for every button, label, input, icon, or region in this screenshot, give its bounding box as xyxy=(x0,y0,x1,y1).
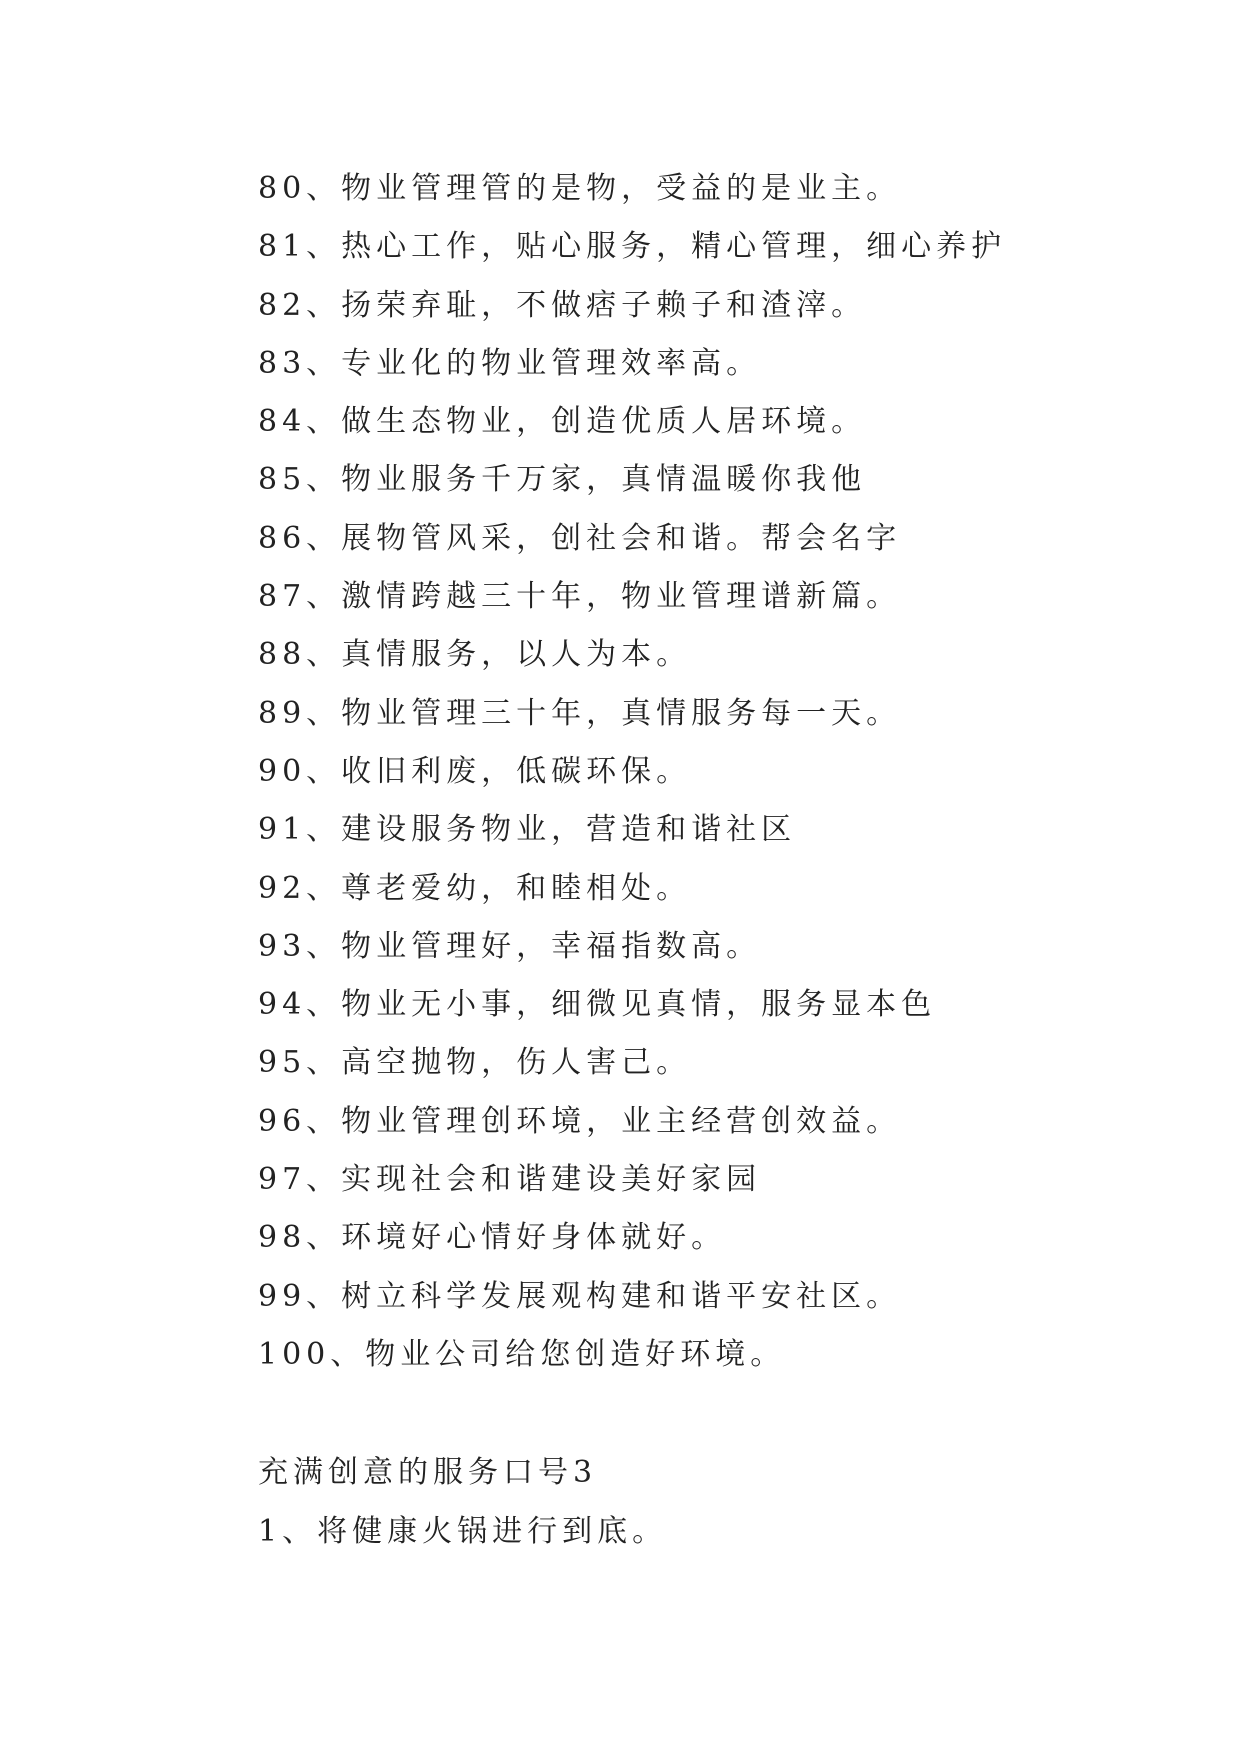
slogan-line: 100、物业公司给您创造好环境。 xyxy=(258,1336,786,1372)
slogan-line: 95、高空抛物，伤人害己。 xyxy=(258,1045,692,1081)
slogan-line: 86、展物管风采，创社会和谐。帮会名字 xyxy=(258,520,902,556)
section-item: 1、将健康火锅进行到底。 xyxy=(258,1513,668,1549)
slogan-line: 93、物业管理好，幸福指数高。 xyxy=(258,928,762,964)
section-spacer xyxy=(258,1384,1158,1444)
slogan-line: 92、尊老爱幼，和睦相处。 xyxy=(258,870,692,906)
slogan-line: 81、热心工作，贴心服务，精心管理，细心养护 xyxy=(258,229,1007,265)
slogan-line: 80、物业管理管的是物，受益的是业主。 xyxy=(258,171,902,206)
slogan-line: 90、收旧利废，低碳环保。 xyxy=(258,753,692,789)
slogan-line: 99、树立科学发展观构建和谐平安社区。 xyxy=(258,1278,902,1314)
slogan-line: 89、物业管理三十年，真情服务每一天。 xyxy=(258,695,902,731)
slogan-line: 82、扬荣弃耻，不做痞子赖子和渣滓。 xyxy=(258,287,867,323)
slogan-line: 96、物业管理创环境，业主经营创效益。 xyxy=(258,1103,902,1139)
slogan-line: 91、建设服务物业，营造和谐社区 xyxy=(258,812,797,848)
slogan-line: 97、实现社会和谐建设美好家园 xyxy=(258,1162,762,1198)
section-title: 充满创意的服务口号3 xyxy=(258,1455,598,1491)
slogan-line: 84、做生态物业，创造优质人居环境。 xyxy=(258,404,867,440)
slogan-line: 83、专业化的物业管理效率高。 xyxy=(258,345,762,381)
slogan-line: 94、物业无小事，细微见真情，服务显本色 xyxy=(258,987,937,1023)
slogan-line: 85、物业服务千万家，真情温暖你我他 xyxy=(258,462,867,498)
slogan-line: 88、真情服务，以人为本。 xyxy=(258,637,692,673)
slogan-line: 87、激情跨越三十年，物业管理谱新篇。 xyxy=(258,579,902,615)
document-body xyxy=(258,160,1158,1561)
slogan-line: 98、环境好心情好身体就好。 xyxy=(258,1220,727,1256)
